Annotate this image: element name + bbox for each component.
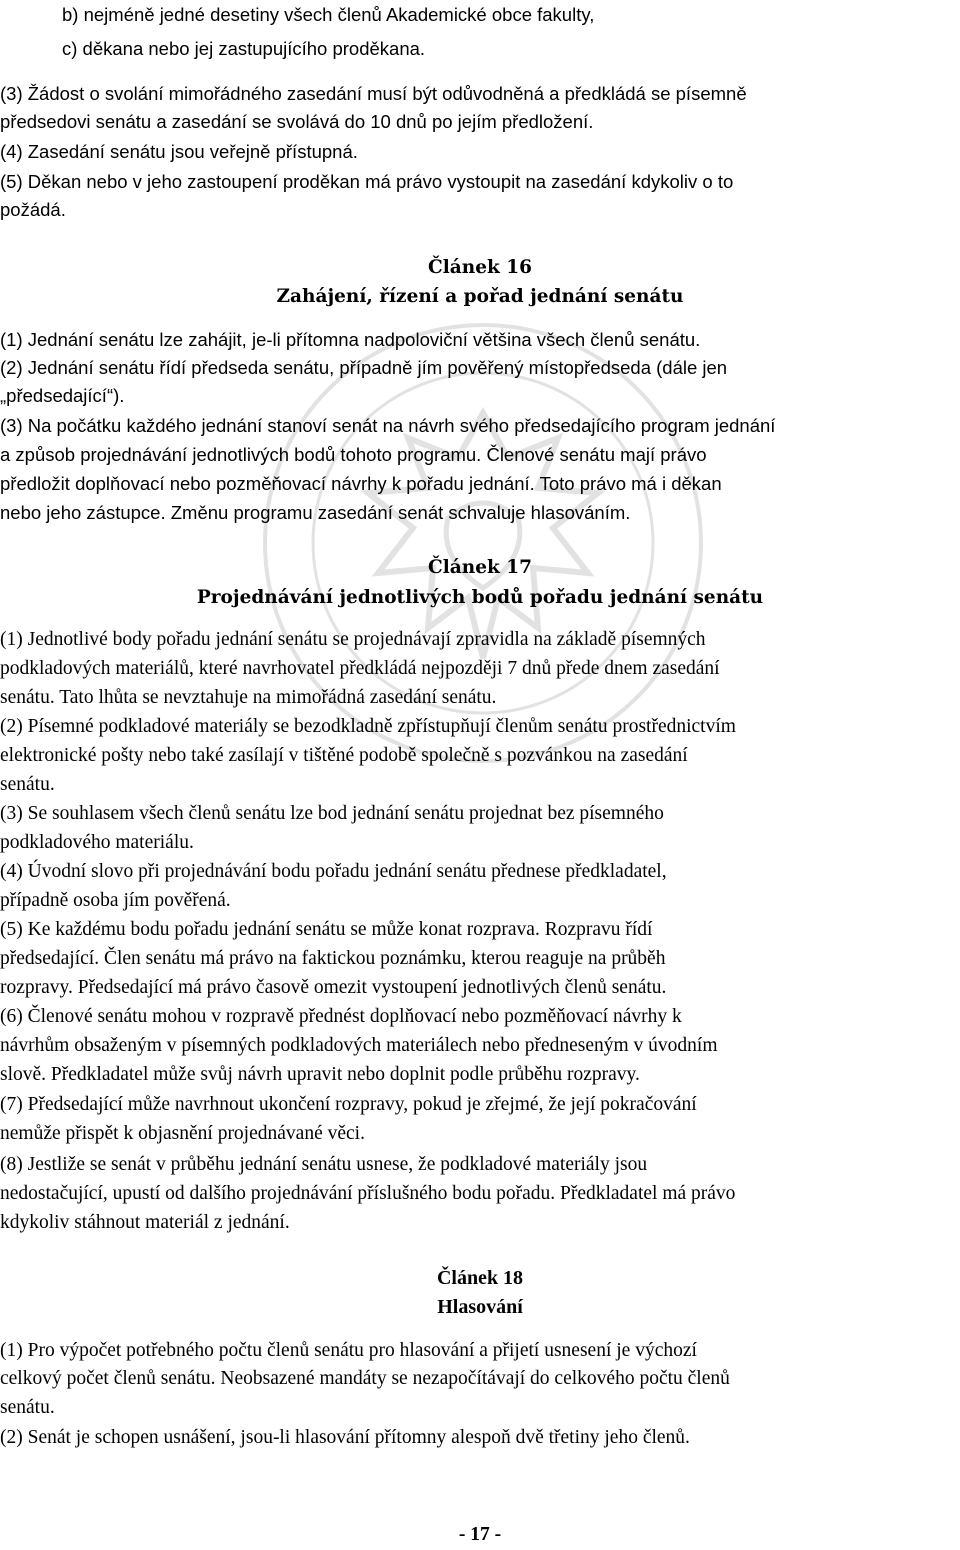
text-line: návrhům obsaženým v písemných podkladových materiálech nebo předneseným v úvodním [0,1035,718,1056]
text-line: požádá. [0,199,66,220]
page-number: - 17 - [458,1524,502,1545]
text-line: předložit doplňovací nebo pozměňovací návrhy k pořadu jednání. Toto právo má i děkan [0,473,722,494]
text-line: „předsedající“). [0,385,125,406]
text-line: rozpravy. Předsedající má právo časově omezit vystoupení jednotlivých členů senátu. [0,977,667,998]
text-line: kdykoliv stáhnout materiál z jednání. [0,1212,290,1233]
text-line: slově. Předkladatel může svůj návrh upravit nebo doplnit podle průběhu rozpravy. [0,1064,640,1085]
text-line: nebo jeho zástupce. Změnu programu zasedání senát schvaluje hlasováním. [0,502,631,523]
text-line: předsedovi senátu a zasedání se svolává do 10 dnů po jejím předložení. [0,111,594,132]
text-line: (4) Úvodní slovo při projednávání bodu pořadu jednání senátu přednese předkladatel, [0,861,667,882]
text-line: (2) Jednání senátu řídí předseda senátu, případně jím pověřený místopředseda (dále jen [0,357,728,378]
text-line: senátu. [0,1397,55,1418]
text-line: (7) Předsedající může navrhnout ukončení rozpravy, pokud je zřejmé, že její pokračování [0,1094,697,1115]
article-16-title: Zahájení, řízení a pořad jednání senátu [276,286,684,307]
text-line: podkladového materiálu. [0,832,194,853]
text-line: (8) Jestliže se senát v průběhu jednání senátu usnese, že podkladové materiály jsou [0,1154,648,1175]
article-18-number: Článek 18 [436,1267,524,1289]
text-line: b) nejméně jedné desetiny všech členů Akademické obce fakulty, [62,4,595,25]
text-line: (3) Na počátku každého jednání stanoví senát na návrh svého předsedajícího program jednání [0,415,776,436]
text-line: senátu. Tato lhůta se nevztahuje na mimořádná zasedání senátu. [0,687,497,708]
text-line: c) děkana nebo jej zastupujícího proděkana. [62,38,426,59]
text-line: senátu. [0,774,55,795]
text-line: (6) Členové senátu mohou v rozpravě přednést doplňovací nebo pozměňovací návrhy k [0,1006,682,1027]
text-line: (2) Senát je schopen usnášení, jsou-li hlasování přítomny alespoň dvě třetiny jeho členů. [0,1427,690,1448]
text-line: (1) Jednání senátu lze zahájit, je-li přítomna nadpoloviční většina všech členů senátu. [0,329,701,350]
text-line: a způsob projednávání jednotlivých bodů tohoto programu. Členové senátu mají právo [0,444,707,465]
text-line: (3) Žádost o svolání mimořádného zasedání musí být odůvodněná a předkládá se písemně [0,83,747,104]
text-line: (2) Písemné podkladové materiály se bezodkladně zpřístupňují členům senátu prostřednictvím [0,716,736,737]
article-17-number: Článek 17 [428,557,532,578]
text-line: (3) Se souhlasem všech členů senátu lze bod jednání senátu projednat bez písemného [0,803,664,824]
text-line: nemůže přispět k objasnění projednávané věci. [0,1123,365,1144]
text-line: (1) Pro výpočet potřebného počtu členů senátu pro hlasování a přijetí usnesení je výchozí [0,1340,697,1361]
text-line: elektronické pošty nebo také zasílají v tištěné podobě společně s pozvánkou na zasedání [0,745,688,766]
text-line: (5) Ke každému bodu pořadu jednání senátu se může konat rozprava. Rozpravu řídí [0,919,653,940]
article-18-title: Hlasování [437,1296,523,1318]
text-line: podkladových materiálů, které navrhovatel předkládá nejpozději 7 dnů přede dnem zasedání [0,658,720,679]
article-17-title: Projednávání jednotlivých bodů pořadu jednání senátu [196,587,764,608]
text-line: celkový počet členů senátu. Neobsazené mandáty se nezapočítávají do celkového počtu členů [0,1368,730,1389]
article-16-number: Článek 16 [428,257,532,278]
text-line: (1) Jednotlivé body pořadu jednání senátu se projednávají zpravidla na základě písemných [0,629,706,650]
text-line: nedostačující, upustí od dalšího projednávání příslušného bodu pořadu. Předkladatel má právo [0,1183,736,1204]
text-line: (4) Zasedání senátu jsou veřejně přístupná. [0,141,358,162]
text-line: případně osoba jím pověřená. [0,890,231,911]
text-line: předsedající. Člen senátu má právo na faktickou poznámku, kterou reaguje na průběh [0,948,666,969]
text-line: (5) Děkan nebo v jeho zastoupení proděkan má právo vystoupit na zasedání kdykoliv o to [0,171,734,192]
